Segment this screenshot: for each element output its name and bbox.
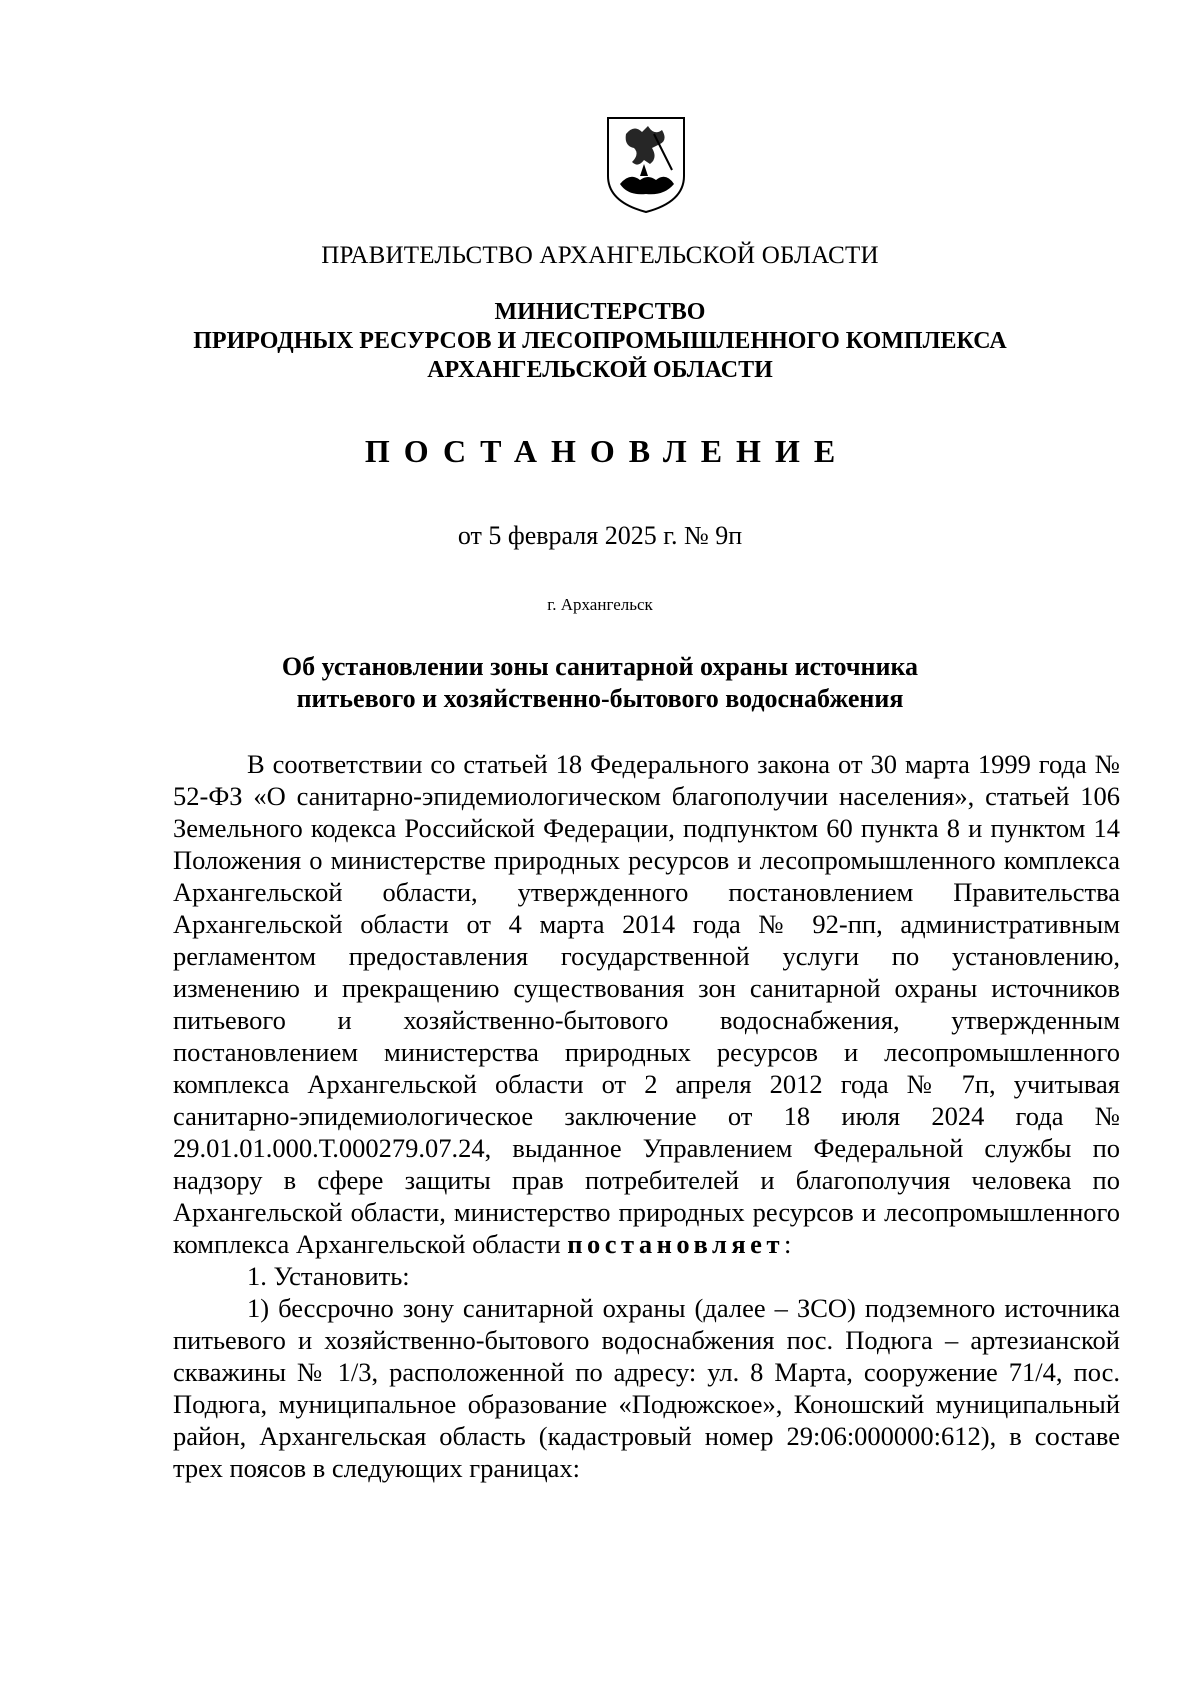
item-1: 1. Установить: [247,1261,410,1291]
ministry-name [0,298,1200,385]
government-name: ПРАВИТЕЛЬСТВО АРХАНГЕЛЬСКОЙ ОБЛАСТИ [321,242,879,269]
decree-colon: : [783,1229,792,1259]
preamble-text: В соответствии со статьей 18 Федерального закона от 30 марта 1999 года № 52-ФЗ «О санитарно-эпидемиологическом благополучии населения», статьей 106 Земельного кодекса Российской Федерации, подпунктом 60 пункта 8 и пунктом 14 Положения о министерстве природных ресурсов и лесопромышленного комплекса Архангельской области, утвержденного постановлением Правительства Архангельской области от 4 марта 2014 года № 92-пп, административным регламентом предоставления государственной услуги по установлению, изменению и прекращению существования зон санитарной охраны источников питьевого и хозяйственно-бытового водоснабжения, утвержденным постановлением министерства природных ресурсов и лесопромышленного комплекса Архангельской области от 2 апреля 2012 года № 7п, учитывая санитарно-эпидемиологическое заключение от 18 июля 2024 года № 29.01.01.000.Т.000279.07.24, выданное Управлением Федеральной службы по надзору в сфере защиты прав потребителей и благополучия человека по Архангельской области, министерство природных ресурсов и лесопромышленного комплекса Архангельской области [173,749,1120,1259]
document-title [0,651,1200,715]
preamble-paragraph [173,748,1120,1260]
title-line: Об установлении зоны санитарной охраны источника [281,652,919,681]
ministry-line: ПРИРОДНЫХ РЕСУРСОВ И ЛЕСОПРОМЫШЛЕННОГО КОМПЛЕКСА [193,328,1007,354]
ministry-line: АРХАНГЕЛЬСКОЙ ОБЛАСТИ [427,357,773,383]
ministry-line: МИНИСТЕРСТВО [494,299,706,325]
item-1-1: 1) бессрочно зону санитарной охраны (далее – ЗСО) подземного источника питьевого и хозяйственно-бытового водоснабжения пос. Подюга – артезианской скважины № 1/3, расположенной по адресу: ул. 8 Марта, сооружение 71/4, пос. Подюга, муниципальное образование «Подюжское», Коношский муниципальный район, Архангельская область (кадастровый номер 29:06:000000:612), в составе трех поясов в следующих границах: [173,1293,1120,1483]
title-line: питьевого и хозяйственно-бытового водоснабжения [296,684,904,713]
document-city: г. Архангельск [547,595,653,614]
document-type: ПОСТАНОВЛЕНИЕ [364,433,850,469]
decree-word: постановляет [567,1229,784,1259]
document-date-number: от 5 февраля 2025 г. № 9п [457,521,743,550]
document-body [173,748,1120,1484]
coat-of-arms-icon [604,114,688,214]
